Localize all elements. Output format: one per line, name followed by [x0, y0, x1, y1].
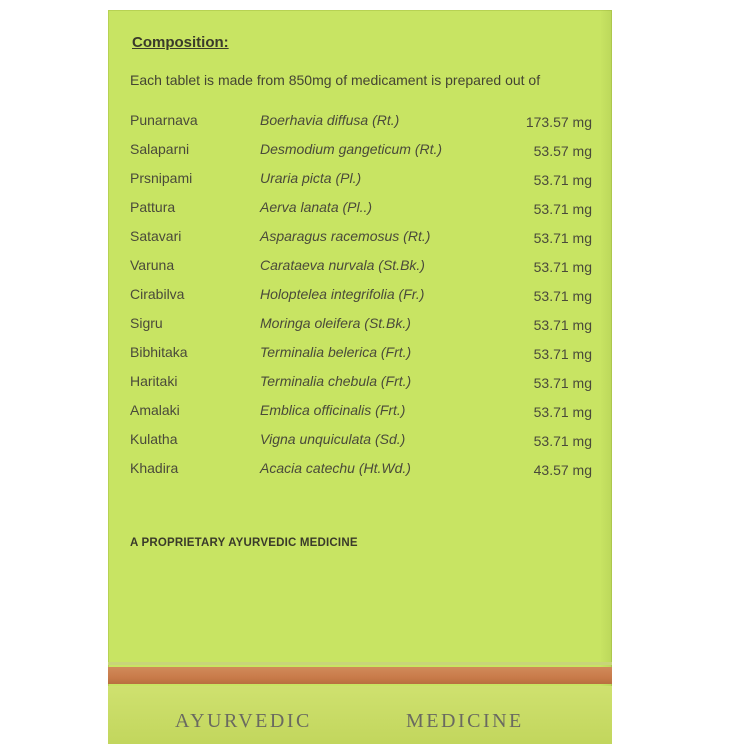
- ingredients-table: [130, 112, 600, 489]
- ingredient-row: [130, 199, 600, 228]
- ingredient-botanical-name: Aerva lanata (Pl..): [260, 199, 373, 215]
- ingredient-sanskrit-name: Kulatha: [130, 431, 178, 447]
- box-edge-shade: [600, 10, 612, 744]
- ingredient-quantity: 53.71 mg: [533, 259, 592, 275]
- ingredient-quantity: 53.71 mg: [533, 317, 592, 333]
- ingredient-row: [130, 170, 600, 199]
- ingredient-quantity: 53.57 mg: [533, 143, 592, 159]
- ingredient-sanskrit-name: Bibhitaka: [130, 344, 188, 360]
- ingredient-quantity: 53.71 mg: [533, 375, 592, 391]
- ingredient-quantity: 53.71 mg: [533, 230, 592, 246]
- ingredient-botanical-name: Emblica officinalis (Frt.): [260, 402, 406, 418]
- ingredient-sanskrit-name: Haritaki: [130, 373, 178, 389]
- ingredient-row: [130, 431, 600, 460]
- ingredient-botanical-name: Carataeva nurvala (St.Bk.): [260, 257, 425, 273]
- proprietary-label: A PROPRIETARY AYURVEDIC MEDICINE: [130, 537, 358, 549]
- ingredient-botanical-name: Terminalia chebula (Frt.): [260, 373, 412, 389]
- ingredient-row: [130, 257, 600, 286]
- ingredient-quantity: 53.71 mg: [533, 346, 592, 362]
- ingredient-botanical-name: Vigna unquiculata (Sd.): [260, 431, 406, 447]
- ingredient-sanskrit-name: Prsnipami: [130, 170, 193, 186]
- ingredient-quantity: 53.71 mg: [533, 433, 592, 449]
- ingredient-sanskrit-name: Sigru: [130, 315, 163, 331]
- ingredient-quantity: 43.57 mg: [533, 462, 592, 478]
- footer-strip: [108, 686, 612, 744]
- ingredient-botanical-name: Moringa oleifera (St.Bk.): [260, 315, 411, 331]
- ingredient-row: [130, 373, 600, 402]
- copper-band: [108, 667, 612, 684]
- footer-word-ayurvedic: AYURVEDIC: [175, 710, 312, 732]
- ingredient-row: [130, 112, 600, 141]
- ingredient-sanskrit-name: Cirabilva: [130, 286, 185, 302]
- ingredient-row: [130, 315, 600, 344]
- ingredient-quantity: 53.71 mg: [533, 404, 592, 420]
- ingredient-sanskrit-name: Satavari: [130, 228, 182, 244]
- ingredient-botanical-name: Acacia catechu (Ht.Wd.): [260, 460, 411, 476]
- ingredient-quantity: 173.57 mg: [525, 114, 592, 130]
- ingredient-sanskrit-name: Khadira: [130, 460, 179, 476]
- ingredient-quantity: 53.71 mg: [533, 172, 592, 188]
- ingredient-sanskrit-name: Amalaki: [130, 402, 180, 418]
- ingredient-row: [130, 460, 600, 489]
- ingredient-sanskrit-name: Punarnava: [130, 112, 198, 128]
- ingredient-botanical-name: Uraria picta (Pl.): [260, 170, 362, 186]
- ingredient-quantity: 53.71 mg: [533, 288, 592, 304]
- ingredient-sanskrit-name: Varuna: [130, 257, 175, 273]
- medicine-box-panel: [108, 10, 612, 744]
- ingredient-row: [130, 228, 600, 257]
- composition-intro: Each tablet is made from 850mg of medicament is prepared out of: [130, 72, 541, 88]
- ingredient-quantity: 53.71 mg: [533, 201, 592, 217]
- ingredient-row: [130, 286, 600, 315]
- ingredient-row: [130, 141, 600, 170]
- ingredient-botanical-name: Holoptelea integrifolia (Fr.): [260, 286, 425, 302]
- ingredient-sanskrit-name: Salaparni: [130, 141, 190, 157]
- ingredient-botanical-name: Terminalia belerica (Frt.): [260, 344, 412, 360]
- ingredient-sanskrit-name: Pattura: [130, 199, 176, 215]
- ingredient-row: [130, 402, 600, 431]
- composition-heading: Composition:: [132, 34, 229, 51]
- ingredient-botanical-name: Asparagus racemosus (Rt.): [260, 228, 431, 244]
- decorative-stripe: [108, 662, 612, 665]
- ingredient-botanical-name: Boerhavia diffusa (Rt.): [260, 112, 400, 128]
- footer-word-medicine: MEDICINE: [406, 710, 524, 732]
- ingredient-botanical-name: Desmodium gangeticum (Rt.): [260, 141, 443, 157]
- ingredient-row: [130, 344, 600, 373]
